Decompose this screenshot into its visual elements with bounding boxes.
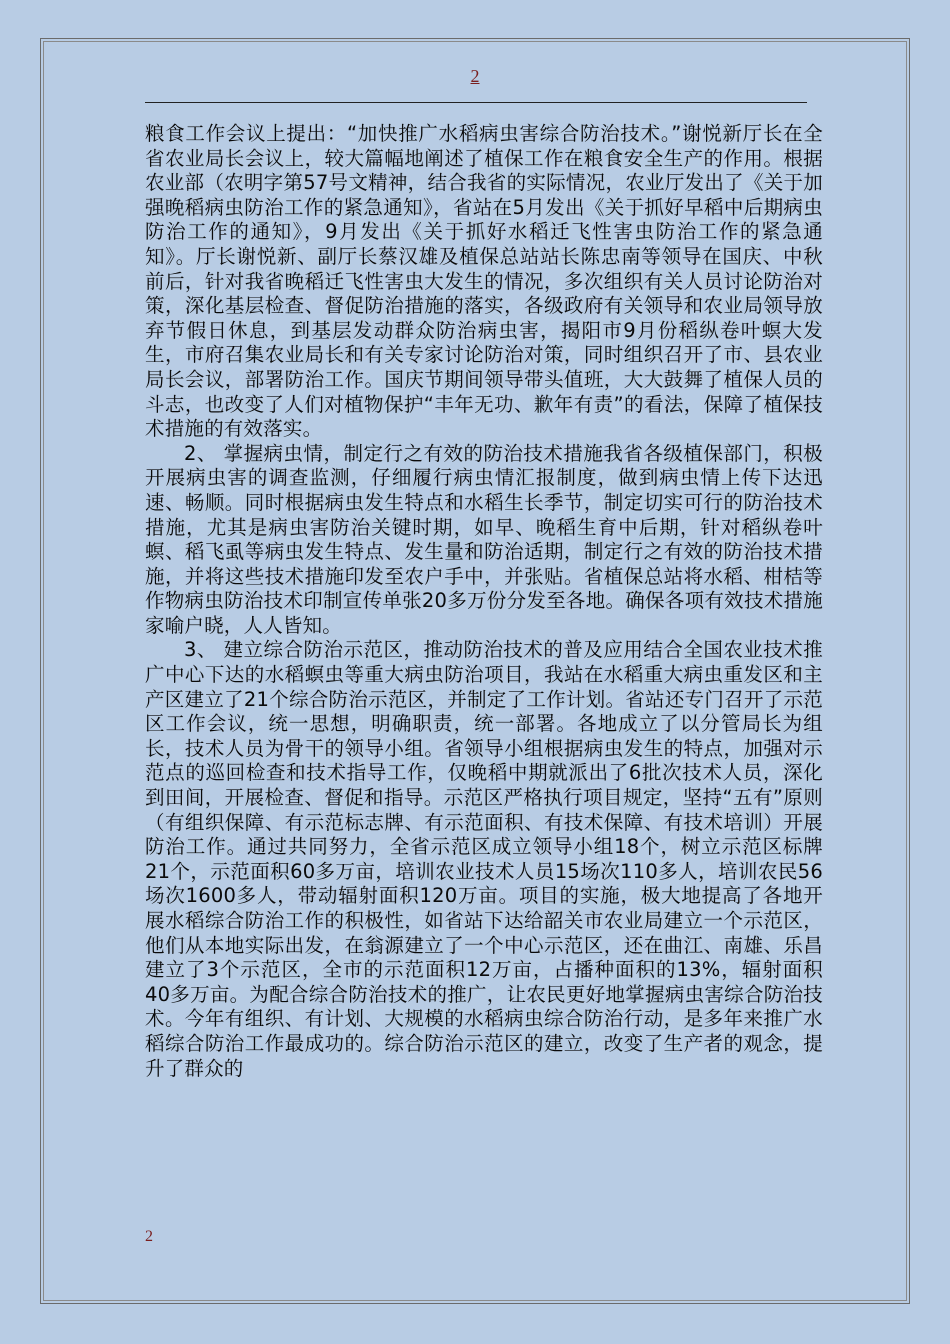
footer-page-number: 2: [145, 1228, 153, 1245]
paragraph-2: 2、 掌握病虫情，制定行之有效的防治技术措施我省各级植保部门，积极开展病虫害的调查监测，仔细履行病虫情汇报制度，做到病虫情上传下达迅速、畅顺。同时根据病虫发生特点和水稻生长季节，制定切实可行的防治技术措施，尤其是病虫害防治关键时期，如早、晚稻生育中后期，针对稻纵卷叶螟、稻飞虱等病虫发生特点、发生量和防治适期，制定行之有效的防治技术措施，并将这些技术措施印发至农户手中，并张贴。省植保总站将水稻、柑桔等作物病虫防治技术印制宣传单张20多万份分发至各地。确保各项有效技术措施家喻户晓，人人皆知。: [145, 441, 823, 637]
header-rule: [145, 102, 807, 103]
document-body: [145, 122, 823, 1081]
header-page-number: 2: [470, 66, 480, 86]
paragraph-1: 粮食工作会议上提出：“加快推广水稻病虫害综合防治技术。”谢悦新厅长在全省农业局长会议上，较大篇幅地阐述了植保工作在粮食安全生产的作用。根据农业部（农明字第57号文精神，结合我省的实际情况，农业厅发出了《关于加强晚稻病虫防治工作的紧急通知》，省站在5月发出《关于抓好早稻中后期病虫防治工作的通知》，9月发出《关于抓好水稻迁飞性害虫防治工作的紧急通知》。厅长谢悦新、副厅长蔡汉雄及植保总站站长陈忠南等领导在国庆、中秋前后，针对我省晚稻迁飞性害虫大发生的情况，多次组织有关人员讨论防治对策，深化基层检查、督促防治措施的落实，各级政府有关领导和农业局领导放弃节假日休息，到基层发动群众防治病虫害，揭阳市9月份稻纵卷叶螟大发生，市府召集农业局长和有关专家讨论防治对策，同时组织召开了市、县农业局长会议，部署防治工作。国庆节期间领导带头值班，大大鼓舞了植保人员的斗志，也改变了人们对植物保护“丰年无功、歉年有责”的看法，保障了植保技术措施的有效落实。: [145, 122, 823, 441]
paragraph-3: 3、 建立综合防治示范区，推动防治技术的普及应用结合全国农业技术推广中心下达的水稻螟虫等重大病虫防治项目，我站在水稻重大病虫重发区和主产区建立了21个综合防治示范区，并制定了工作计划。省站还专门召开了示范区工作会议，统一思想，明确职责，统一部署。各地成立了以分管局长为组长，技术人员为骨干的领导小组。省领导小组根据病虫发生的特点，加强对示范点的巡回检查和技术指导工作，仅晚稻中期就派出了6批次技术人员，深化到田间，开展检查、督促和指导。示范区严格执行项目规定，坚持“五有”原则（有组织保障、有示范标志牌、有示范面积、有技术保障、有技术培训）开展防治工作。通过共同努力，全省示范区成立领导小组18个，树立示范区标牌21个，示范面积60多万亩，培训农业技术人员15场次110多人，培训农民56场次1600多人，带动辐射面积120万亩。项目的实施，极大地提高了各地开展水稻综合防治工作的积极性，如省站下达给韶关市农业局建立一个示范区，他们从本地实际出发，在翁源建立了一个中心示范区，还在曲江、南雄、乐昌建立了3个示范区，全市的示范面积12万亩，占播种面积的13%，辐射面积40多万亩。为配合综合防治技术的推广，让农民更好地掌握病虫害综合防治技术。今年有组织、有计划、大规模的水稻病虫综合防治行动，是多年来推广水稻综合防治工作最成功的。综合防治示范区的建立，改变了生产者的观念，提升了群众的: [145, 638, 823, 1080]
